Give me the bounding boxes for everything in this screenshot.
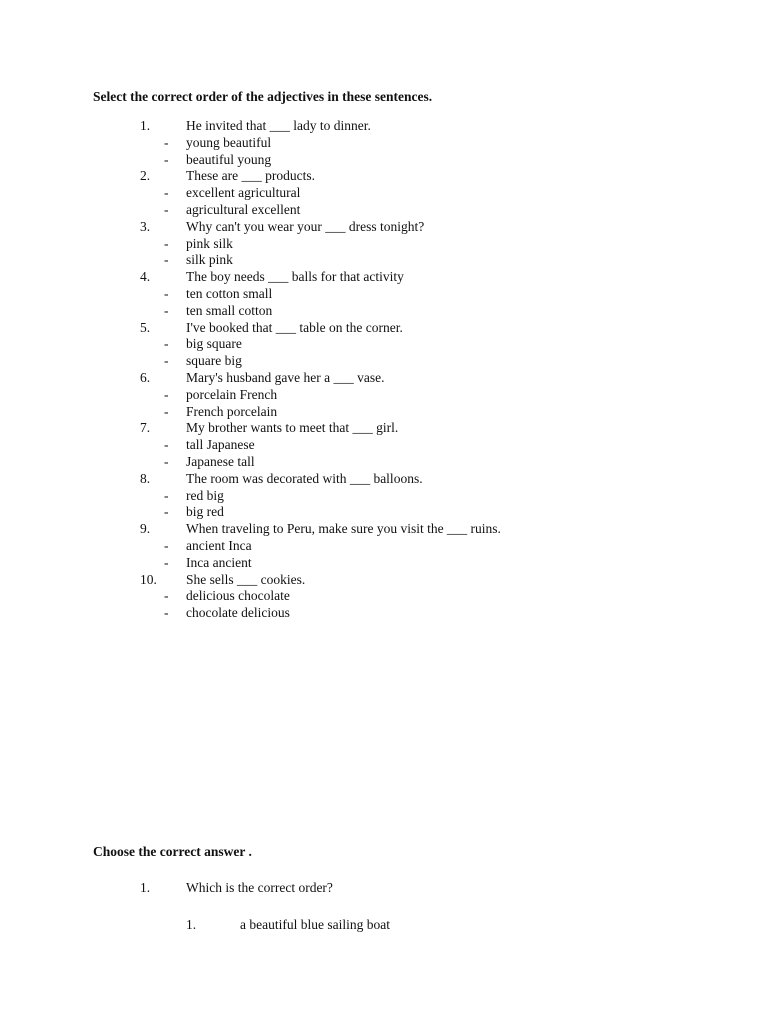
option-dash: - — [164, 134, 169, 150]
option-text: ten cotton small — [186, 285, 273, 301]
option-row — [0, 152, 768, 169]
question-row — [0, 471, 768, 488]
option-dash: - — [164, 201, 169, 217]
question-list — [0, 118, 768, 622]
option-text: beautiful young — [186, 151, 272, 167]
question-row — [0, 219, 768, 236]
option-text: square big — [186, 353, 242, 369]
section-heading-adjective-order: Select the correct order of the adjectives in these sentences. — [93, 89, 433, 104]
option-row — [0, 504, 768, 521]
option-text: red big — [186, 487, 224, 503]
question-number: 7. — [140, 420, 151, 436]
question-row — [0, 269, 768, 286]
option-row — [0, 454, 768, 471]
question-number: 1. — [140, 880, 151, 895]
option-dash: - — [164, 235, 169, 251]
section-heading-choose-answer: Choose the correct answer . — [93, 844, 252, 859]
question-row — [0, 168, 768, 185]
option-number: 1. — [186, 917, 197, 932]
option-text: young beautiful — [186, 134, 272, 150]
option-row — [0, 336, 768, 353]
option-row — [0, 488, 768, 505]
option-dash: - — [164, 252, 169, 268]
question-text: Why can't you wear your ___ dress tonight? — [186, 218, 425, 234]
option-dash: - — [164, 353, 169, 369]
option-row — [0, 605, 768, 622]
option-dash: - — [164, 453, 169, 469]
question-row — [0, 370, 768, 387]
option-row — [0, 387, 768, 404]
option-dash: - — [164, 537, 169, 553]
option-row — [0, 236, 768, 253]
question-text: The room was decorated with ___ balloons. — [186, 470, 423, 486]
option-dash: - — [164, 302, 169, 318]
question-row — [0, 572, 768, 589]
question-text: Which is the correct order? — [186, 880, 333, 895]
question-text: These are ___ products. — [186, 168, 315, 184]
option-row — [0, 135, 768, 152]
question-number: 6. — [140, 369, 151, 385]
option-dash: - — [164, 285, 169, 301]
option-dash: - — [164, 386, 169, 402]
option-text: pink silk — [186, 235, 233, 251]
option-dash: - — [164, 403, 169, 419]
question-number: 8. — [140, 470, 151, 486]
question-text: When traveling to Peru, make sure you visit the ___ ruins. — [186, 521, 501, 537]
option-row — [0, 303, 768, 320]
option-text: agricultural excellent — [186, 201, 301, 217]
question-number: 1. — [140, 118, 151, 133]
question-number: 3. — [140, 218, 151, 234]
option-text: excellent agricultural — [186, 185, 301, 201]
option-text: big red — [186, 504, 224, 520]
option-row — [0, 588, 768, 605]
option-row — [0, 538, 768, 555]
question-text: Mary's husband gave her a ___ vase. — [186, 369, 385, 385]
question-row — [0, 521, 768, 538]
option-row — [0, 185, 768, 202]
question-number: 9. — [140, 521, 151, 537]
option-text: tall Japanese — [186, 437, 255, 453]
option-dash: - — [164, 437, 169, 453]
question-text: The boy needs ___ balls for that activity — [186, 269, 404, 285]
option-text: porcelain French — [186, 386, 278, 402]
option-text: Japanese tall — [186, 453, 255, 469]
option-text: delicious chocolate — [186, 588, 290, 604]
question-number: 2. — [140, 168, 151, 184]
option-row — [0, 252, 768, 269]
question-number: 10. — [140, 571, 157, 587]
option-dash: - — [164, 588, 169, 604]
question-text: I've booked that ___ table on the corner. — [186, 319, 403, 335]
choose-question — [0, 879, 768, 896]
option-dash: - — [164, 185, 169, 201]
option-row — [0, 404, 768, 421]
option-text: silk pink — [186, 252, 233, 268]
option-text: Inca ancient — [186, 554, 252, 570]
option-row — [0, 286, 768, 303]
question-number: 4. — [140, 269, 151, 285]
question-row — [0, 118, 768, 135]
question-row — [0, 420, 768, 437]
option-dash: - — [164, 487, 169, 503]
option-row — [0, 202, 768, 219]
option-text: chocolate delicious — [186, 605, 290, 621]
option-text: big square — [186, 336, 242, 352]
question-text: He invited that ___ lady to dinner. — [186, 118, 371, 133]
question-text: My brother wants to meet that ___ girl. — [186, 420, 399, 436]
question-row — [0, 320, 768, 337]
question-number: 5. — [140, 319, 151, 335]
option-dash: - — [164, 554, 169, 570]
option-dash: - — [164, 504, 169, 520]
option-dash: - — [164, 151, 169, 167]
option-dash: - — [164, 605, 169, 621]
option-text: a beautiful blue sailing boat — [240, 917, 390, 932]
option-text: ancient Inca — [186, 537, 252, 553]
choose-option — [0, 916, 768, 933]
option-text: ten small cotton — [186, 302, 273, 318]
option-text: French porcelain — [186, 403, 278, 419]
option-row — [0, 353, 768, 370]
option-dash: - — [164, 336, 169, 352]
option-row — [0, 437, 768, 454]
question-text: She sells ___ cookies. — [186, 571, 306, 587]
option-row — [0, 555, 768, 572]
